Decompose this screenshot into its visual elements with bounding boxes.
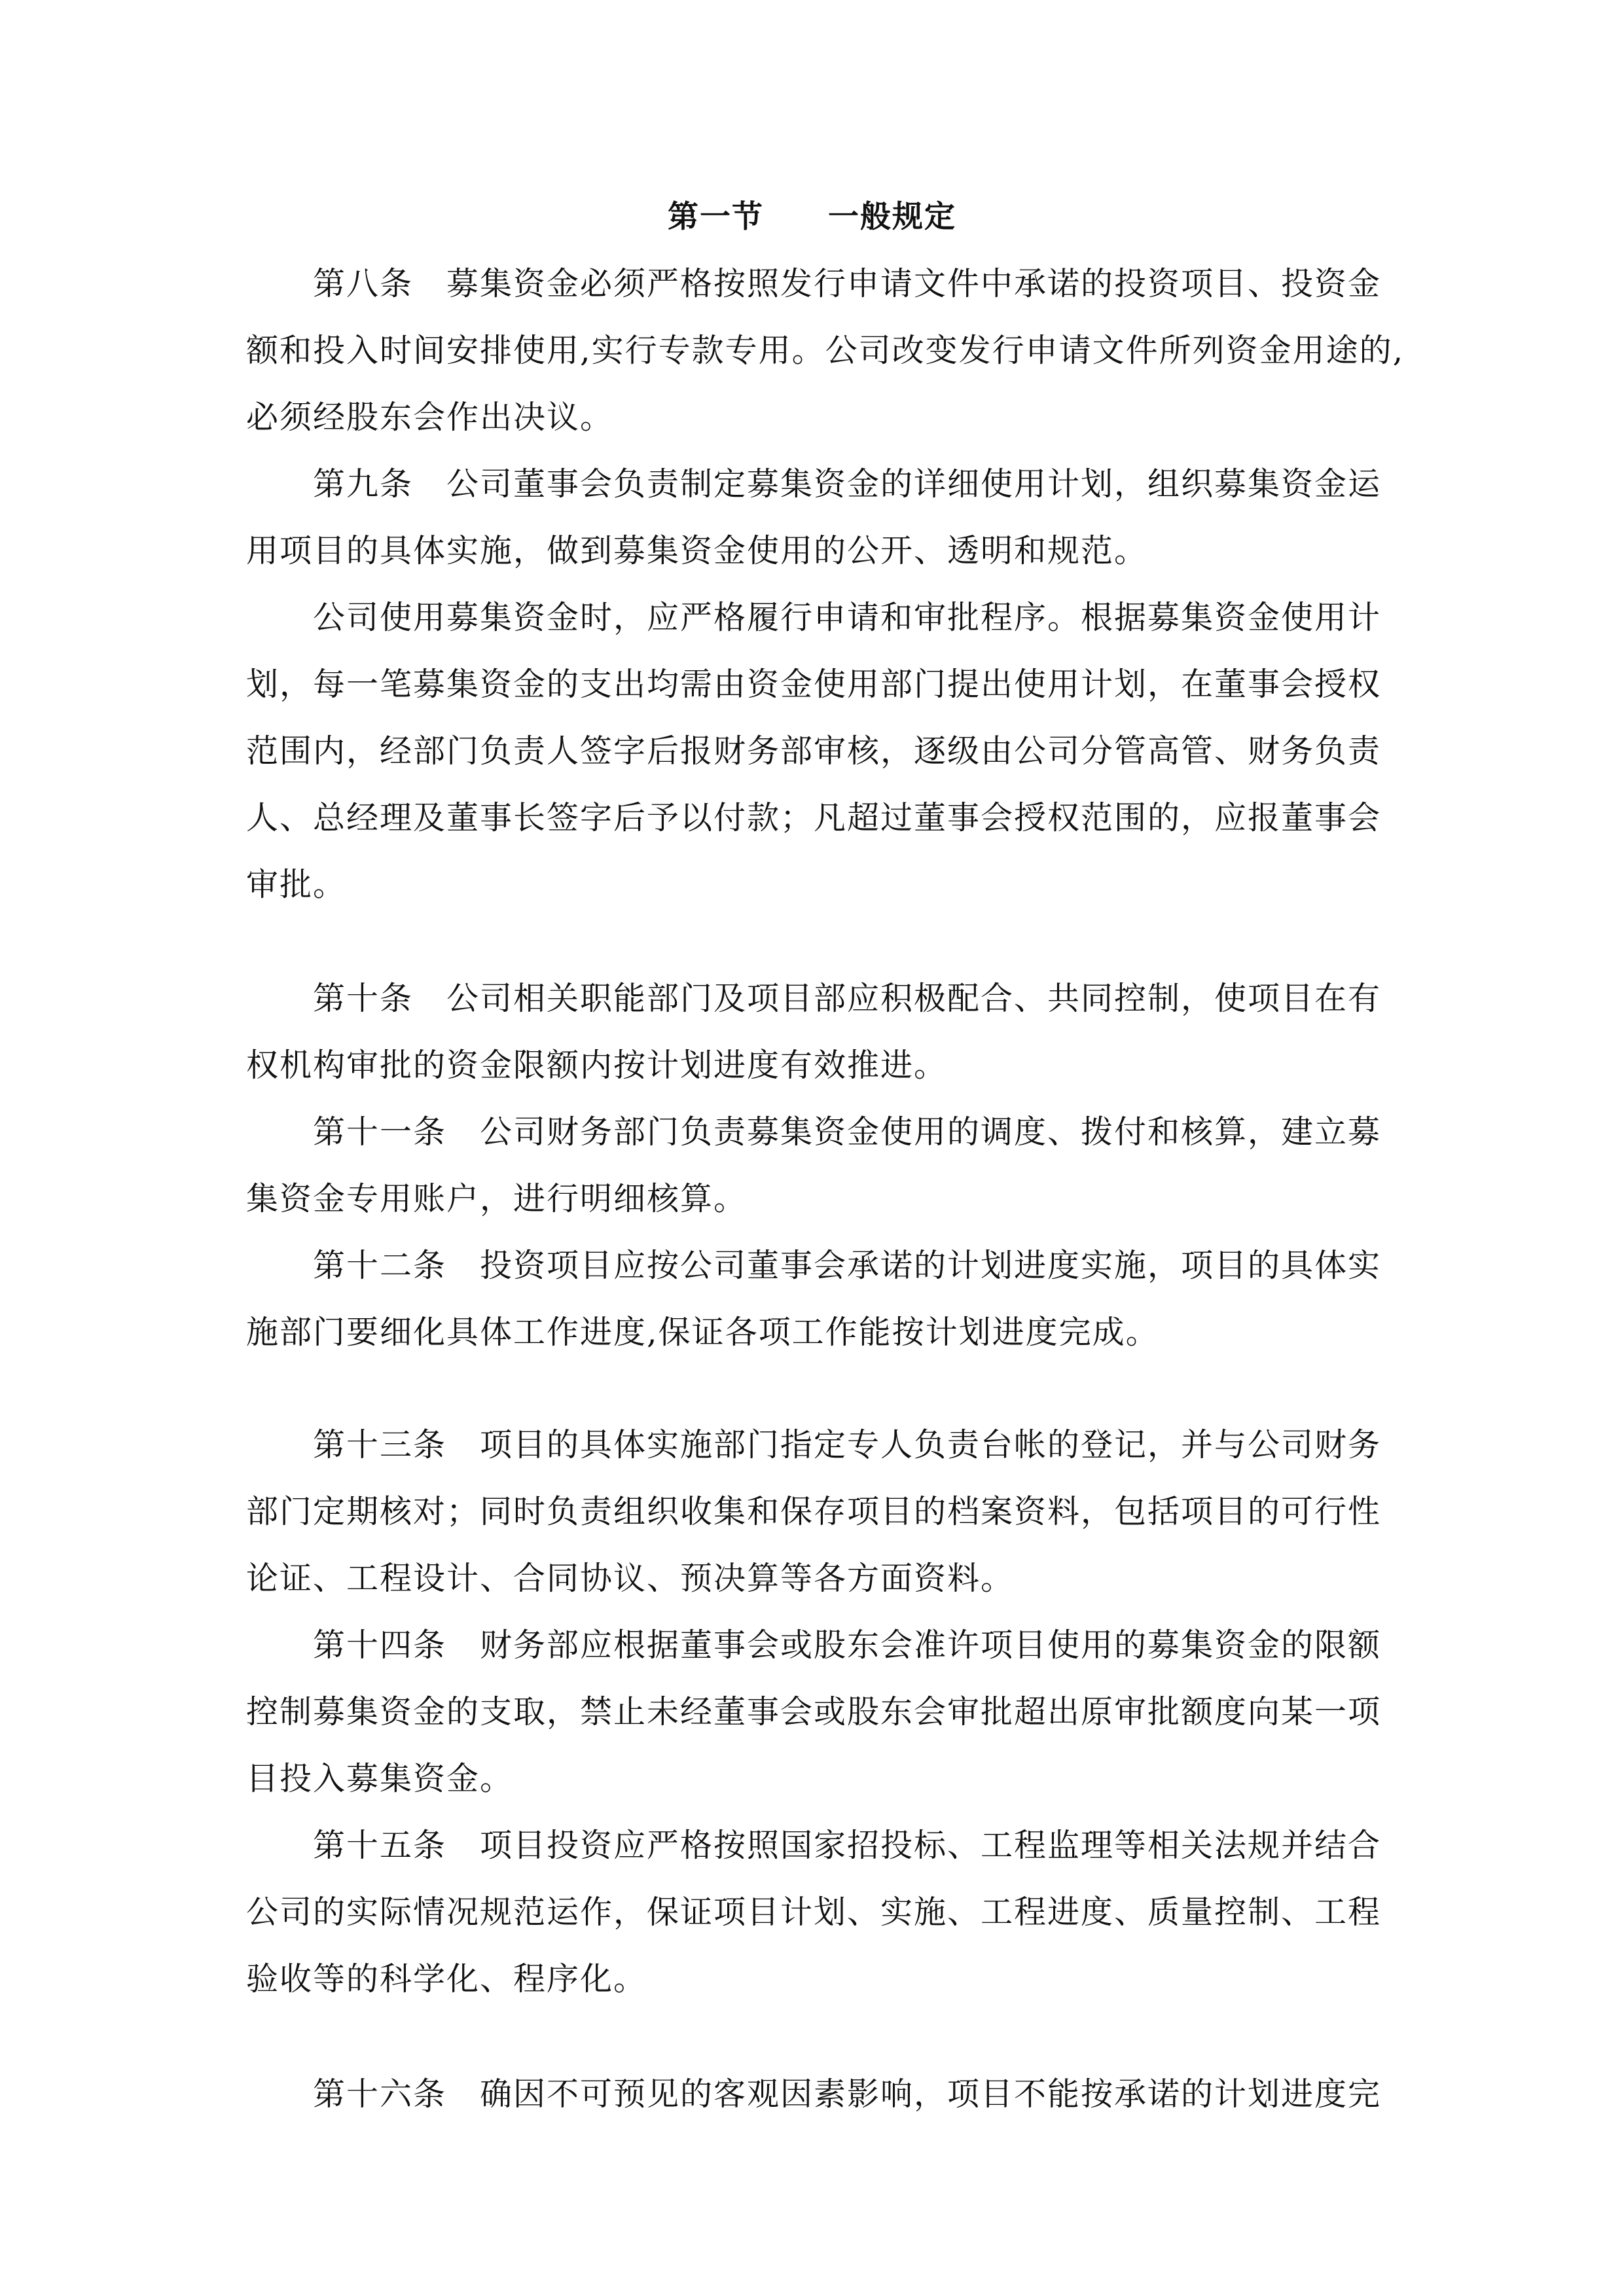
article-14-line-2: 控制募集资金的支取，禁止未经董事会或股东会审批超出原审批额度向某一项 xyxy=(246,1693,1382,1731)
paragraph-line-4: 人、总经理及董事长签字后予以付款；凡超过董事会授权范围的，应报董事会 xyxy=(246,799,1382,836)
article-8-line-3: 必须经股东会作出决议。 xyxy=(246,399,614,436)
article-16-line-1: 第十六条 确因不可预见的客观因素影响，项目不能按承诺的计划进度完 xyxy=(313,2075,1382,2113)
article-12-line-2: 施部门要细化具体工作进度,保证各项工作能按计划进度完成。 xyxy=(246,1314,1159,1351)
article-14-line-3: 目投入募集资金。 xyxy=(246,1760,514,1797)
article-8-line-2: 额和投入时间安排使用,实行专款专用。公司改变发行申请文件所列资金用途的, xyxy=(246,332,1405,369)
article-9-line-2: 用项目的具体实施，做到募集资金使用的公开、透明和规范。 xyxy=(246,532,1148,569)
section-title: 第一节 一般规定 xyxy=(668,199,956,235)
article-15-line-2: 公司的实际情况规范运作，保证项目计划、实施、工程进度、质量控制、工程 xyxy=(246,1893,1382,1931)
paragraph-line-1: 公司使用募集资金时，应严格履行申请和审批程序。根据募集资金使用计 xyxy=(313,599,1382,636)
article-10-line-2: 权机构审批的资金限额内按计划进度有效推进。 xyxy=(246,1047,948,1084)
article-14-line-1: 第十四条 财务部应根据董事会或股东会准许项目使用的募集资金的限额 xyxy=(313,1626,1382,1664)
article-13-line-1: 第十三条 项目的具体实施部门指定专人负责台帐的登记，并与公司财务 xyxy=(313,1426,1382,1463)
article-15-line-3: 验收等的科学化、程序化。 xyxy=(246,1960,647,1998)
article-13-line-3: 论证、工程设计、合同协议、预决算等各方面资料。 xyxy=(246,1560,1015,1597)
article-10-line-1: 第十条 公司相关职能部门及项目部应积极配合、共同控制，使项目在有 xyxy=(313,980,1382,1017)
article-8-line-1: 第八条 募集资金必须严格按照发行申请文件中承诺的投资项目、投资金 xyxy=(313,265,1382,302)
article-12-line-1: 第十二条 投资项目应按公司董事会承诺的计划进度实施，项目的具体实 xyxy=(313,1247,1382,1284)
article-15-line-1: 第十五条 项目投资应严格按照国家招投标、工程监理等相关法规并结合 xyxy=(313,1827,1382,1864)
paragraph-line-2: 划，每一笔募集资金的支出均需由资金使用部门提出使用计划，在董事会授权 xyxy=(246,666,1382,703)
article-9-line-1: 第九条 公司董事会负责制定募集资金的详细使用计划，组织募集资金运 xyxy=(313,465,1382,503)
article-13-line-2: 部门定期核对；同时负责组织收集和保存项目的档案资料，包括项目的可行性 xyxy=(246,1493,1382,1530)
article-11-line-2: 集资金专用账户，进行明细核算。 xyxy=(246,1180,748,1217)
article-11-line-1: 第十一条 公司财务部门负责募集资金使用的调度、拨付和核算，建立募 xyxy=(313,1113,1382,1151)
paragraph-line-3: 范围内，经部门负责人签字后报财务部审核，逐级由公司分管高管、财务负责 xyxy=(246,732,1382,770)
paragraph-line-5: 审批。 xyxy=(246,866,347,903)
